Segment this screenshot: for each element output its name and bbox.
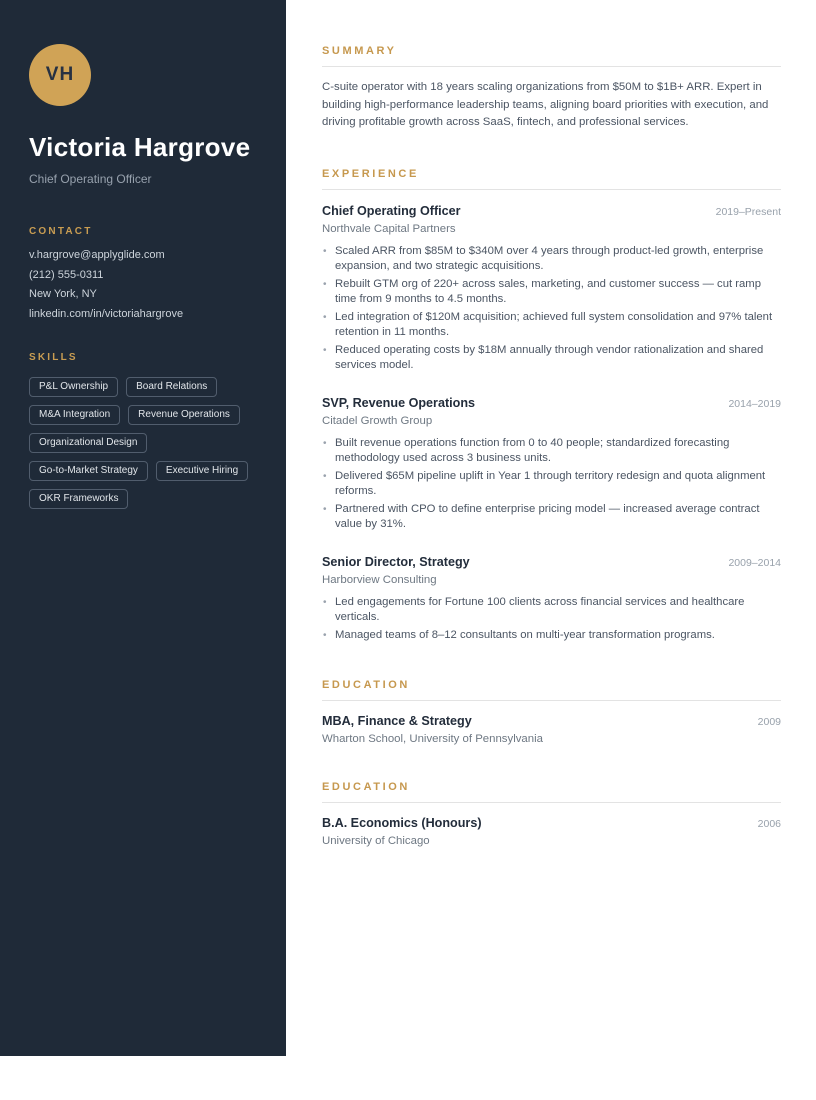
job-bullet: • Reduced operating costs by $18M annually through vendor rationalization and shared services model. bbox=[322, 343, 781, 373]
job-dates: 2019–Present bbox=[715, 205, 781, 218]
job-company: Citadel Growth Group bbox=[322, 414, 433, 427]
education-year: 2009 bbox=[757, 715, 781, 728]
skill-tag: P&L Ownership bbox=[29, 377, 118, 397]
skill-tag: Organizational Design bbox=[29, 433, 147, 453]
skills-heading: SKILLS bbox=[29, 351, 78, 363]
sidebar bbox=[0, 0, 286, 1056]
education-head bbox=[322, 714, 781, 728]
skill-tag: Revenue Operations bbox=[128, 405, 240, 425]
skill-tag: Go-to-Market Strategy bbox=[29, 461, 148, 481]
contact-linkedin[interactable]: linkedin.com/in/victoriahargrove bbox=[29, 307, 184, 320]
education-heading: EDUCATION bbox=[322, 679, 781, 701]
contact-location: New York, NY bbox=[29, 288, 97, 300]
summary-heading: SUMMARY bbox=[322, 45, 781, 67]
education-school: Wharton School, University of Pennsylvania bbox=[322, 732, 543, 745]
contact-phone: (212) 555-0311 bbox=[29, 268, 104, 281]
education-section-1 bbox=[322, 679, 781, 745]
education-degree: B.A. Economics (Honours) bbox=[322, 815, 482, 830]
education-heading: EDUCATION bbox=[322, 781, 781, 803]
job-bullet: • Partnered with CPO to define enterprise pricing model — increased average contract value by 31%. bbox=[322, 502, 781, 532]
skill-tag: Board Relations bbox=[126, 377, 217, 397]
avatar bbox=[29, 44, 91, 106]
skill-tag: Executive Hiring bbox=[156, 461, 248, 481]
job-entry bbox=[322, 396, 781, 532]
job-bullet: • Rebuilt GTM org of 220+ across sales, marketing, and customer success — cut ramp time from 9 months to 4.5 months. bbox=[322, 277, 781, 307]
job-bullet: • Built revenue operations function from 0 to 40 people; standardized forecasting methodology used across 3 business units. bbox=[322, 436, 781, 466]
job-title: SVP, Revenue Operations bbox=[322, 395, 476, 410]
job-dates: 2014–2019 bbox=[728, 397, 781, 410]
contact-heading: CONTACT bbox=[29, 226, 93, 237]
skill-tag: OKR Frameworks bbox=[29, 489, 128, 509]
summary-section bbox=[322, 45, 781, 132]
education-entry bbox=[322, 816, 781, 847]
skills-list bbox=[29, 377, 257, 509]
job-bullet: • Scaled ARR from $85M to $340M over 4 years through product-led growth, enterprise expansion, and two strategic acquisitions. bbox=[322, 244, 781, 274]
job-bullets bbox=[322, 244, 781, 373]
job-bullet: • Delivered $65M pipeline uplift in Year 1 through territory redesign and quota alignment reforms. bbox=[322, 469, 781, 499]
job-bullet: • Led engagements for Fortune 100 clients across financial services and healthcare verticals. bbox=[322, 595, 781, 625]
job-head bbox=[322, 204, 781, 218]
education-section-2 bbox=[322, 781, 781, 847]
experience-section bbox=[322, 168, 781, 643]
education-school: University of Chicago bbox=[322, 834, 430, 847]
job-title: Senior Director, Strategy bbox=[322, 554, 470, 569]
education-degree: MBA, Finance & Strategy bbox=[322, 713, 472, 728]
job-title: Chief Operating Officer bbox=[322, 203, 461, 218]
job-entry bbox=[322, 204, 781, 373]
person-title: Chief Operating Officer bbox=[29, 172, 152, 186]
job-dates: 2009–2014 bbox=[728, 556, 781, 569]
job-entry bbox=[322, 555, 781, 643]
job-bullets bbox=[322, 595, 781, 643]
skill-tag: M&A Integration bbox=[29, 405, 120, 425]
job-company: Northvale Capital Partners bbox=[322, 222, 456, 235]
job-head bbox=[322, 396, 781, 410]
job-bullet: • Led integration of $120M acquisition; achieved full system consolidation and 97% talent retention in 11 months. bbox=[322, 310, 781, 340]
job-bullet: • Managed teams of 8–12 consultants on multi-year transformation programs. bbox=[322, 628, 781, 643]
job-head bbox=[322, 555, 781, 569]
summary-text: C-suite operator with 18 years scaling organizations from $50M to $1B+ ARR. Expert in building high-performance leadership teams, aligning board priorities with execution, and driving profitable growth across SaaS, fintech, and professional services. bbox=[322, 81, 769, 128]
education-head bbox=[322, 816, 781, 830]
job-company: Harborview Consulting bbox=[322, 573, 437, 586]
experience-heading: EXPERIENCE bbox=[322, 168, 781, 190]
job-bullets bbox=[322, 436, 781, 532]
avatar-initials: VH bbox=[45, 64, 75, 85]
person-name: Victoria Hargrove bbox=[29, 132, 251, 162]
resume-main bbox=[286, 0, 816, 847]
education-entry bbox=[322, 714, 781, 745]
contact-email[interactable]: v.hargrove@applyglide.com bbox=[29, 249, 165, 261]
contact-list bbox=[29, 250, 257, 320]
education-year: 2006 bbox=[757, 817, 781, 830]
